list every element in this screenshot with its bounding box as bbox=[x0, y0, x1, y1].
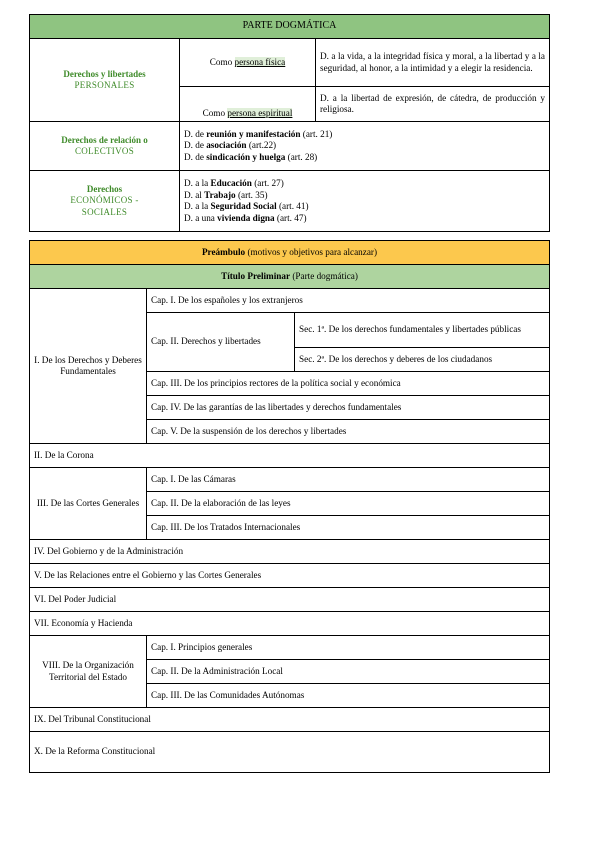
t1-sec2: Sec. 2ª. De los derechos y deberes de los ciudadanos bbox=[295, 348, 550, 372]
titulo-5: V. De las Relaciones entre el Gobierno y las Cortes Generales bbox=[30, 564, 550, 588]
t3-cap3: Cap. III. De los Tratados Internacionales bbox=[147, 516, 550, 540]
economico-item: D. a una vivienda digna (art. 47) bbox=[184, 212, 307, 223]
economico-item: D. a la Educación (art. 27) bbox=[184, 178, 284, 188]
economicos-label: Derechos ECONÓMICOS - SOCIALES bbox=[30, 171, 180, 232]
titulo-2: II. De la Corona bbox=[30, 444, 550, 468]
titulo-6: VI. Del Poder Judicial bbox=[30, 588, 550, 612]
colectivo-item: D. de asociación (art.22) bbox=[184, 140, 277, 151]
persona-espiritual-desc: D. a la libertad de expresión, de cátedra, de producción y religiosa. bbox=[316, 87, 550, 122]
colectivo-item: D. de reunión y manifestación (art. 21) bbox=[184, 128, 333, 139]
t3-cap1: Cap. I. De las Cámaras bbox=[147, 468, 550, 492]
t8-cap1: Cap. I. Principios generales bbox=[147, 636, 550, 660]
t8-cap2: Cap. II. De la Administración Local bbox=[147, 660, 550, 684]
preambulo-row: Preámbulo (motivos y objetivos para alcanzar) bbox=[30, 241, 550, 265]
economicos-list bbox=[180, 171, 550, 232]
titulo-7: VII. Economía y Hacienda bbox=[30, 612, 550, 636]
estructura-table bbox=[29, 240, 550, 773]
titulo-4: IV. Del Gobierno y de la Administración bbox=[30, 540, 550, 564]
personales-label: Derechos y libertades PERSONALES bbox=[30, 39, 180, 122]
parte-dogmatica-title: PARTE DOGMÁTICA bbox=[30, 15, 550, 39]
t8-cap3: Cap. III. De las Comunidades Autónomas bbox=[147, 684, 550, 708]
persona-espiritual-link[interactable]: persona espiritual bbox=[227, 107, 293, 118]
colectivo-item: D. de sindicación y huelga (art. 28) bbox=[184, 151, 318, 162]
titulo-9: IX. Del Tribunal Constitucional bbox=[30, 708, 550, 732]
persona-fisica-link[interactable]: persona física bbox=[234, 56, 286, 67]
titulo-3-label: III. De las Cortes Generales bbox=[30, 468, 147, 540]
persona-fisica-desc: D. a la vida, a la integridad física y moral, a la libertad y a la seguridad, al honor, a la intimidad y a elegir la residencia. bbox=[316, 39, 550, 87]
t1-cap2: Cap. II. Derechos y libertades bbox=[147, 313, 295, 372]
economico-item: D. a la Seguridad Social (art. 41) bbox=[184, 201, 309, 211]
persona-fisica-cell: Como persona física bbox=[180, 39, 316, 87]
t1-cap3: Cap. III. De los principios rectores de la política social y económica bbox=[147, 372, 550, 396]
titulo-8-label: VIII. De la Organización Territorial del Estado bbox=[30, 636, 147, 708]
titulo-10: X. De la Reforma Constitucional bbox=[30, 732, 550, 773]
parte-dogmatica-table bbox=[29, 14, 550, 232]
t1-cap5: Cap. V. De la suspensión de los derechos y libertades bbox=[147, 420, 550, 444]
t1-sec1: Sec. 1ª. De los derechos fundamentales y libertades públicas bbox=[295, 313, 550, 348]
t1-cap1: Cap. I. De los españoles y los extranjeros bbox=[147, 289, 550, 313]
persona-espiritual-cell: Como persona espiritual bbox=[180, 87, 316, 122]
colectivos-list bbox=[180, 122, 550, 171]
economico-item: D. al Trabajo (art. 35) bbox=[184, 189, 268, 200]
titulo-1-label: I. De los Derechos y Deberes Fundamentales bbox=[30, 289, 147, 444]
t1-cap4: Cap. IV. De las garantías de las libertades y derechos fundamentales bbox=[147, 396, 550, 420]
titulo-preliminar-row: Título Preliminar (Parte dogmática) bbox=[30, 265, 550, 289]
t3-cap2: Cap. II. De la elaboración de las leyes bbox=[147, 492, 550, 516]
colectivos-label: Derechos de relación o COLECTIVOS bbox=[30, 122, 180, 171]
